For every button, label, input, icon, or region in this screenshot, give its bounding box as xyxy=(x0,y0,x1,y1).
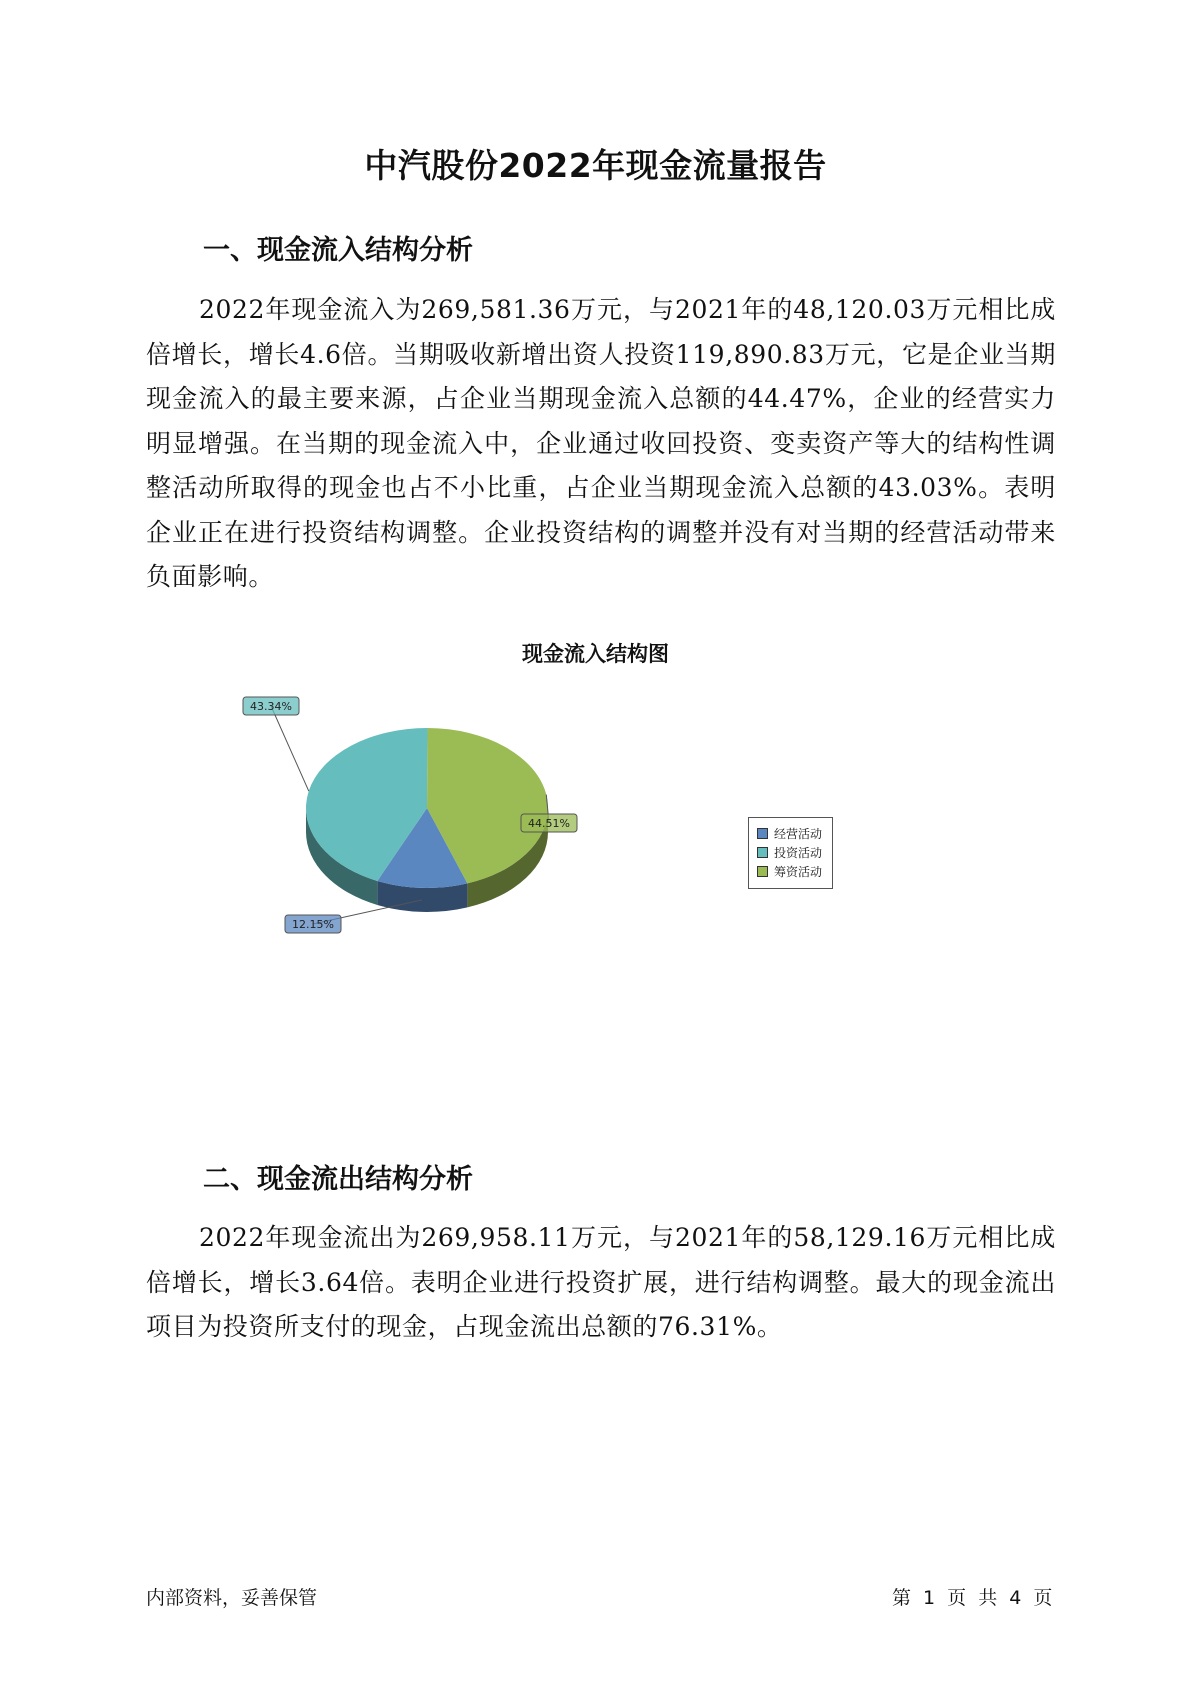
pie-leader-line-investing xyxy=(271,706,309,791)
section-heading-outflow: 二、现金流出结构分析 xyxy=(203,1164,473,1195)
legend-label-operating: 经营活动 xyxy=(774,827,823,841)
outflow-paragraph: 2022年现金流出为269,958.11万元，与2021年的58,129.16万元相比成倍增长，增长3.64倍。表明企业进行投资扩展，进行结构调整。最大的现金流出项目为投资所支付的现金，占现金流出总额的76.31%。 xyxy=(146,1223,1056,1341)
section-heading-inflow: 一、现金流入结构分析 xyxy=(203,235,473,266)
chart-legend xyxy=(748,817,833,889)
legend-swatch-operating xyxy=(757,828,768,839)
page-title: 中汽股份2022年现金流量报告 xyxy=(364,146,827,185)
pie-label-investing: 43.34% xyxy=(250,700,292,713)
pie-chart xyxy=(250,700,635,955)
pie-label-operating: 12.15% xyxy=(292,918,334,931)
legend-item-financing xyxy=(757,862,824,881)
pie-label-financing: 44.51% xyxy=(528,817,570,830)
legend-item-investing xyxy=(757,843,824,862)
inflow-paragraph: 2022年现金流入为269,581.36万元，与2021年的48,120.03万元相比成倍增长，增长4.6倍。当期吸收新增出资人投资119,890.83万元，它是企业当期现金流入的最主要来源，占企业当期现金流入总额的44.47%，企业的经营实力明显增强。在当期的现金流入中，企业通过收回投资、变卖资产等大的结构性调整活动所取得的现金也占不小比重，占企业当期现金流入总额的43.03%。表明企业正在进行投资结构调整。企业投资结构的调整并没有对当期的经营活动带来负面影响。 xyxy=(146,295,1056,591)
chart-title: 现金流入结构图 xyxy=(522,642,669,666)
legend-item-operating xyxy=(757,824,824,843)
footer-page-number: 第 1 页 共 4 页 xyxy=(892,1587,1053,1609)
legend-swatch-investing xyxy=(757,847,768,858)
legend-label-financing: 筹资活动 xyxy=(774,865,823,879)
legend-label-investing: 投资活动 xyxy=(774,846,823,860)
legend-swatch-financing xyxy=(757,866,768,877)
footer-confidential-note: 内部资料，妥善保管 xyxy=(146,1587,318,1609)
